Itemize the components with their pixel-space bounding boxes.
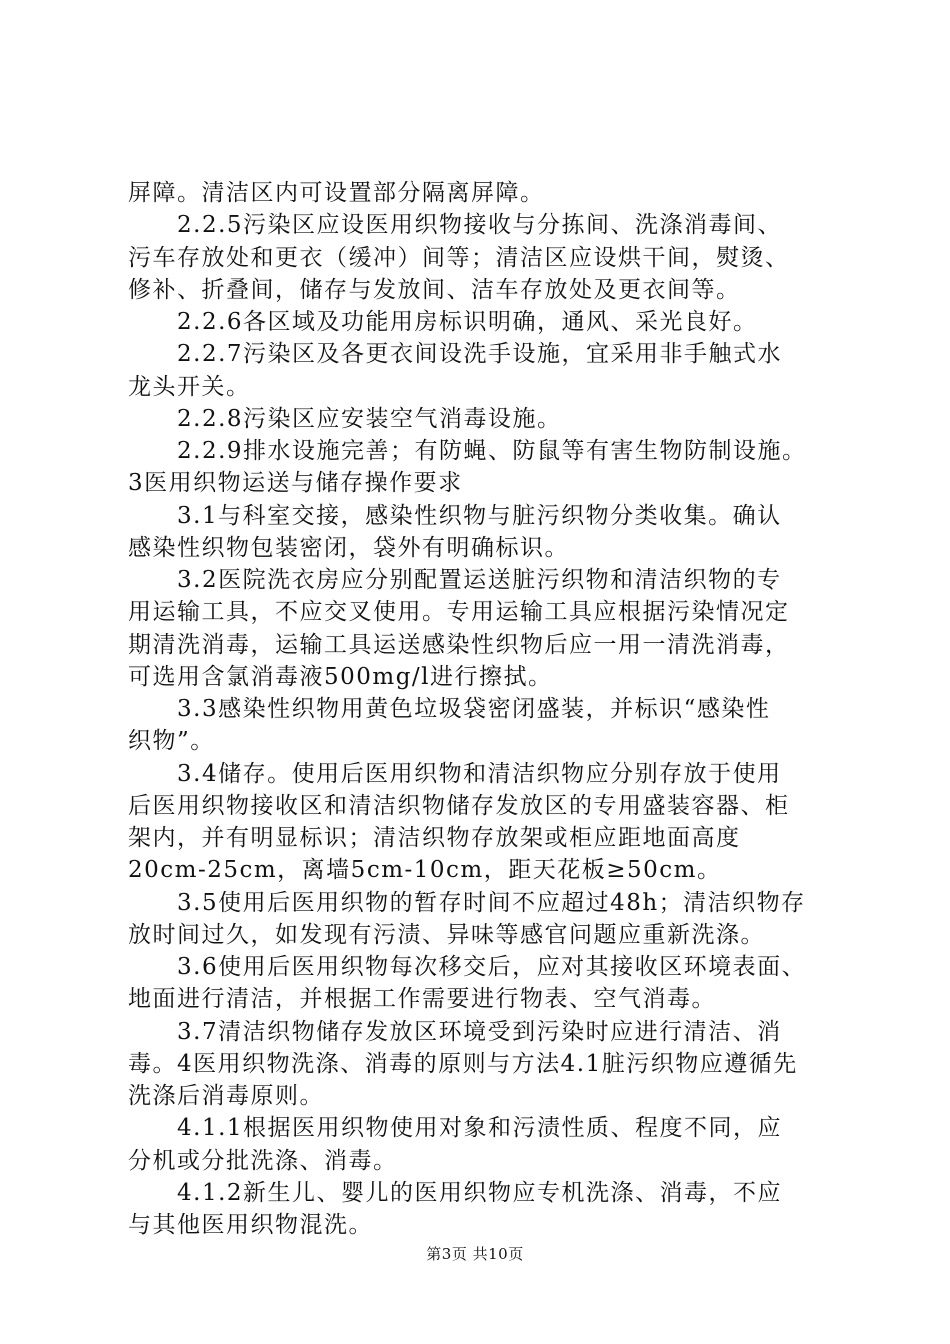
text-line: 修补、折叠间，储存与发放间、洁车存放处及更衣间等。 <box>128 276 741 303</box>
text-line: 期清洗消毒，运输工具运送感染性织物后应一用一清洗消毒， <box>128 631 790 658</box>
text-line: 后医用织物接收区和清洁织物储存发放区的专用盛装容器、柜 <box>128 792 790 819</box>
text-line: 架内，并有明显标识；清洁织物存放架或柜应距地面高度 <box>128 825 741 851</box>
text-line: 毒。4医用织物洗涤、消毒的原则与方法4.1脏污织物应遵循先 <box>128 1050 798 1077</box>
text-line: 可选用含氯消毒液500mg/l进行擦拭。 <box>128 663 553 690</box>
text-line: 2.2.6各区域及功能用房标识明确，通风、采光良好。 <box>128 309 758 335</box>
text-line: 地面进行清洁，并根据工作需要进行物表、空气消毒。 <box>128 986 716 1013</box>
text-line: 龙头开关。 <box>128 373 251 400</box>
text-line: 感染性织物包装密闭，袋外有明确标识。 <box>128 534 569 561</box>
text-line: 4.1.2新生儿、婴儿的医用织物应专机洗涤、消毒，不应 <box>128 1179 783 1206</box>
text-line: 3.4储存。使用后医用织物和清洁织物应分别存放于使用 <box>128 760 782 787</box>
text-line: 3.3感染性织物用黄色垃圾袋密闭盛装，并标识“感染性 <box>128 696 771 722</box>
text-line: 3.1与科室交接，感染性织物与脏污织物分类收集。确认 <box>128 502 782 529</box>
text-line: 3.2医院洗衣房应分别配置运送脏污织物和清洁织物的专 <box>128 567 782 593</box>
text-line: 分机或分批洗涤、消毒。 <box>128 1147 398 1174</box>
text-line: 用运输工具，不应交叉使用。专用运输工具应根据污染情况定 <box>128 599 790 626</box>
text-line: 洗涤后消毒原则。 <box>128 1083 324 1109</box>
text-line: 3.6使用后医用织物每次移交后，应对其接收区环境表面、 <box>128 954 807 980</box>
text-line: 3医用织物运送与储存操作要求 <box>128 470 463 497</box>
text-line: 屏障。清洁区内可设置部分隔离屏障。 <box>128 180 545 206</box>
text-line: 放时间过久，如发现有污渍、异味等感官问题应重新洗涤。 <box>128 921 765 948</box>
text-line: 污车存放处和更衣（缓冲）间等；清洁区应设烘干间，熨烫、 <box>128 244 790 271</box>
text-line: 2.2.9排水设施完善；有防蝇、防鼠等有害生物防制设施。 <box>128 438 807 464</box>
text-line: 2.2.8污染区应安装空气消毒设施。 <box>128 405 562 432</box>
text-line: 2.2.5污染区应设医用织物接收与分拣间、洗涤消毒间、 <box>128 212 783 239</box>
text-line: 与其他医用织物混洗。 <box>128 1212 373 1238</box>
page-footer: 第3页 共10页 <box>426 1245 524 1263</box>
text-line: 3.5使用后医用织物的暂存时间不应超过48h；清洁织物存 <box>128 889 806 916</box>
text-line: 4.1.1根据医用织物使用对象和污渍性质、程度不同，应 <box>128 1115 783 1142</box>
text-line: 3.7清洁织物储存发放区环境受到污染时应进行清洁、消 <box>128 1018 782 1045</box>
text-line: 织物”。 <box>128 728 215 755</box>
text-line: 20cm-25cm，离墙5cm-10cm，距天花板≥50cm。 <box>128 857 722 884</box>
text-line: 2.2.7污染区及各更衣间设洗手设施，宜采用非手触式水 <box>128 341 783 368</box>
